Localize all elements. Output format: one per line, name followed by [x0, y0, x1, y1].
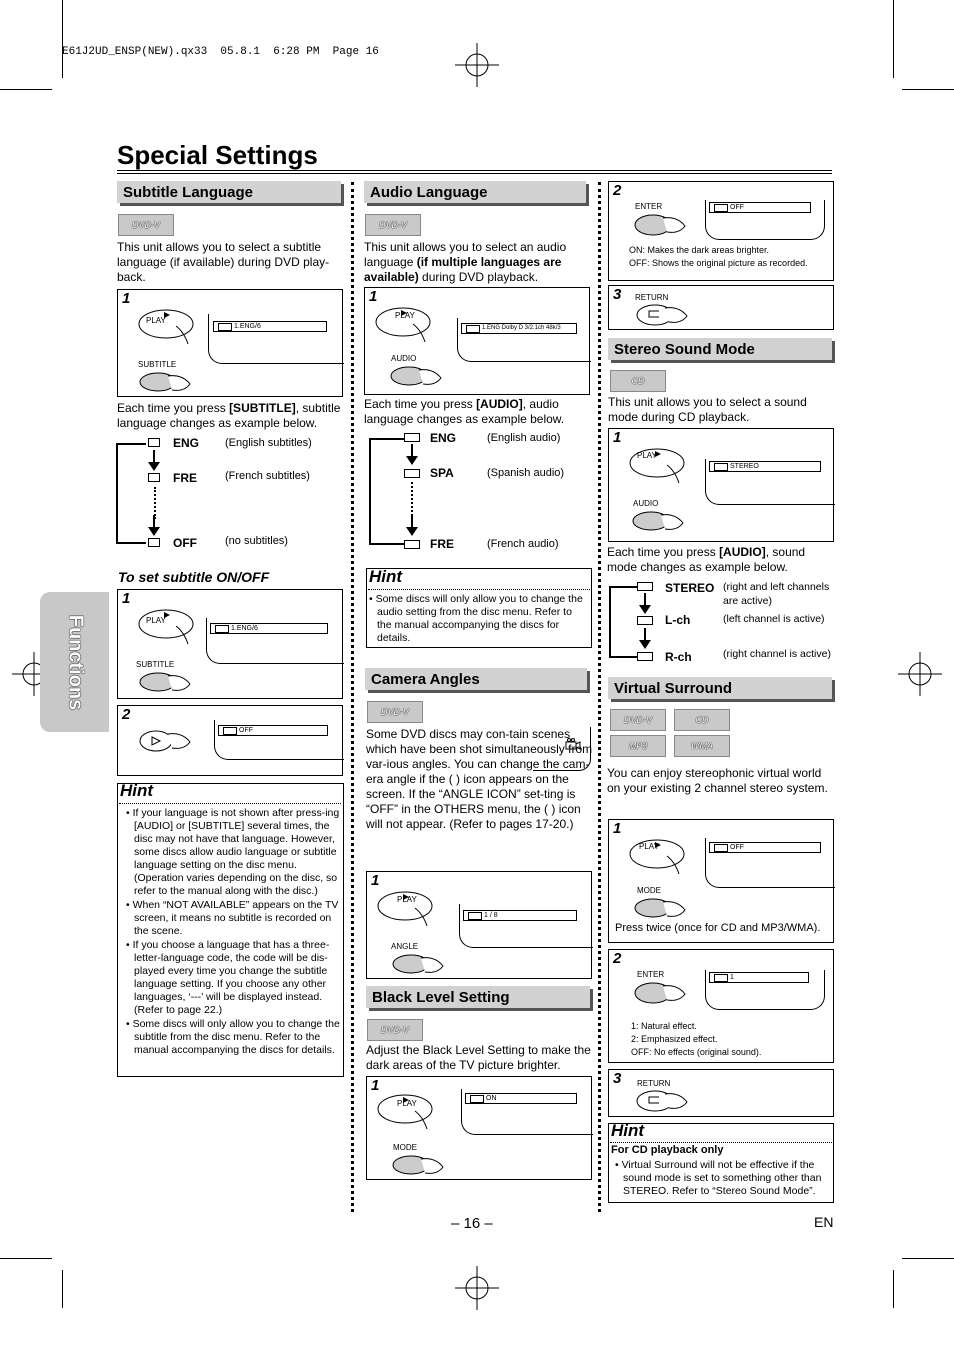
- step-box: 1 PLAY AUDIO 1.ENG Dolby D 3/2.1ch 48k/3: [364, 287, 590, 395]
- crop-mark: [62, 1270, 63, 1308]
- step-box: 2 OFF: [117, 705, 343, 776]
- audio-icon: [637, 616, 653, 625]
- crop-mark: [902, 1258, 954, 1259]
- subtitle-button-icon: [138, 728, 194, 754]
- hint-text: • If your language is not shown after press-ing [AUDIO] or [SUBTITLE] several times, the disc may not have that language. However, some discs allow audio language or subtitle language setting on the disc menu. (Operation varies depending on the disc, so refer to the manual along with the disc.) • When “NOT AVAILABLE” appears on the TV screen, it means no subtitle is recorded on the scene. • If you choose a language that has a three-letter-language code, the code will be dis-played every time you change the subtitle language setting. If you choose any other languages, ‘---’ will be displayed instead. (Refer to page 22.) • Some discs will only allow you to change the subtitle from the disc menu. Refer to the manual accompanying the discs for details.: [126, 807, 340, 1056]
- step-box: 1 PLAY ANGLE 1 / 8: [366, 871, 592, 979]
- crop-mark: [0, 1258, 52, 1259]
- title-rule: [117, 173, 832, 174]
- step-box: 1 PLAY MODE ON: [366, 1076, 592, 1180]
- column-divider: [351, 182, 354, 1212]
- audio-icon: [404, 469, 420, 478]
- registration-mark-icon: [898, 652, 942, 696]
- camera-angle-icon: [565, 738, 581, 750]
- black-intro: Adjust the Black Level Setting to make the dark areas of the TV picture brighter.: [366, 1043, 591, 1072]
- registration-mark-icon: [455, 43, 499, 87]
- intro-text: This unit allows you to select a subtitle language (if available) during DVD play-back.: [117, 240, 330, 284]
- cd-badge: CD: [674, 709, 730, 731]
- dvd-video-badge: DVD-V: [367, 1019, 423, 1041]
- step-box: 3 RETURN: [608, 285, 834, 330]
- enter-button-icon: [633, 212, 689, 238]
- crop-mark: [893, 0, 894, 78]
- play-button-icon: [375, 882, 435, 930]
- play-button-icon: [627, 830, 687, 878]
- osd-display: OFF: [709, 202, 811, 213]
- osd-display: 1.ENG Dolby D 3/2.1ch 48k/3: [461, 323, 577, 334]
- step-box: 3 RETURN: [608, 1069, 834, 1117]
- arrow-down-icon: [147, 515, 161, 537]
- audio-icon: [637, 652, 653, 661]
- mode-button-icon: [633, 896, 689, 920]
- enter-button-icon: [633, 980, 689, 1006]
- audio-icon: [404, 540, 420, 549]
- arrow-down-icon: [147, 450, 161, 472]
- angle-button-icon: [391, 952, 447, 976]
- arrow-down-icon: [405, 444, 419, 466]
- play-button-icon: [373, 298, 433, 346]
- audio-icon: [637, 582, 653, 591]
- section-heading: Stereo Sound Mode: [608, 338, 832, 360]
- crop-mark: [0, 89, 52, 90]
- osd-display: 1 / 8: [463, 910, 577, 921]
- osd-display: 1: [709, 972, 809, 983]
- crop-mark: [893, 1270, 894, 1308]
- stereo-intro: This unit allows you to select a sound mode during CD playback.: [608, 395, 807, 424]
- title-rule: [117, 170, 832, 171]
- subtitle-button-icon: [138, 370, 194, 394]
- arrow-down-icon: [638, 593, 652, 615]
- dvd-video-badge: DVD-V: [610, 709, 666, 731]
- virtual-intro: You can enjoy stereophonic virtual world on your existing 2 channel stereo system.: [607, 766, 828, 795]
- section-heading: Subtitle Language: [117, 181, 341, 203]
- step-box: 2 ENTER 1 1: Natural effect. 2: Emphasized effect. OFF: No effects (original sound).: [608, 949, 834, 1063]
- side-tab-label: Functions: [64, 614, 87, 710]
- osd-display: OFF: [709, 842, 821, 853]
- section-heading: Virtual Surround: [608, 677, 832, 699]
- mp3-badge: MP3: [610, 735, 666, 757]
- section-heading: Audio Language: [364, 181, 586, 203]
- osd-display: OFF: [218, 725, 328, 736]
- mode-button-icon: [391, 1153, 447, 1177]
- audio-icon: [404, 433, 420, 442]
- audio-button-icon: [389, 364, 445, 388]
- onoff-heading: To set subtitle ON/OFF: [118, 569, 270, 585]
- play-button-icon: [136, 300, 196, 348]
- play-button-icon: [136, 600, 196, 648]
- step-box: 1 PLAY SUBTITLE 1.ENG/6: [117, 589, 343, 699]
- column-divider: [598, 182, 601, 1212]
- play-button-icon: [627, 439, 687, 487]
- registration-mark-icon: [455, 1266, 499, 1310]
- dvd-video-badge: DVD-V: [118, 214, 174, 236]
- page-title: Special Settings: [117, 140, 318, 170]
- page-number: – 16 –: [451, 1215, 493, 1232]
- osd-display: 1.ENG/6: [213, 321, 327, 332]
- audio-button-icon: [631, 509, 687, 533]
- dvd-video-badge: DVD-V: [365, 214, 421, 236]
- cd-badge: CD: [610, 370, 666, 392]
- return-button-icon: [635, 302, 693, 328]
- subtitle-button-icon: [138, 670, 194, 694]
- subtitle-icon: [148, 538, 160, 547]
- return-button-icon: [635, 1088, 693, 1114]
- crop-mark: [902, 89, 954, 90]
- crop-mark: [62, 0, 63, 78]
- dvd-video-badge: DVD-V: [367, 701, 423, 723]
- step-box: 2 ENTER OFF ON: Makes the dark areas brighter. OFF: Shows the original picture as recorded.: [608, 181, 834, 281]
- play-button-icon: [375, 1085, 435, 1133]
- osd-display: STEREO: [709, 461, 821, 472]
- language-code: EN: [814, 1214, 834, 1230]
- subtitle-icon: [148, 438, 160, 447]
- file-slug: E61J2UD_ENSP(NEW).qx33 05.8.1 6:28 PM Page 16: [62, 46, 379, 58]
- step-box: 1 PLAY MODE OFF Press twice (once for CD and MP3/WMA).: [608, 819, 834, 943]
- subtitle-icon: [148, 473, 160, 482]
- step-box: 1 PLAY SUBTITLE 1.ENG/6: [117, 289, 343, 397]
- wma-badge: WMA: [674, 735, 730, 757]
- arrow-down-icon: [638, 628, 652, 650]
- osd-display: ON: [465, 1093, 577, 1104]
- osd-display: 1.ENG/6: [210, 623, 328, 634]
- section-heading: Camera Angles: [365, 668, 587, 690]
- section-heading: Black Level Setting: [366, 986, 590, 1008]
- arrow-down-icon: [405, 515, 419, 537]
- camera-text: Some DVD discs may con-tain scenes which have been shot simultaneously from var-ious angles. You can change the cam-era angle if the ( ) icon appears on the screen. If the “ANGLE ICON” set-ting is “OFF” in the OTHERS menu, the ( ) icon will not appear. (Refer to pages 17-20.): [366, 727, 593, 831]
- step-box: 1 PLAY AUDIO STEREO: [608, 428, 834, 542]
